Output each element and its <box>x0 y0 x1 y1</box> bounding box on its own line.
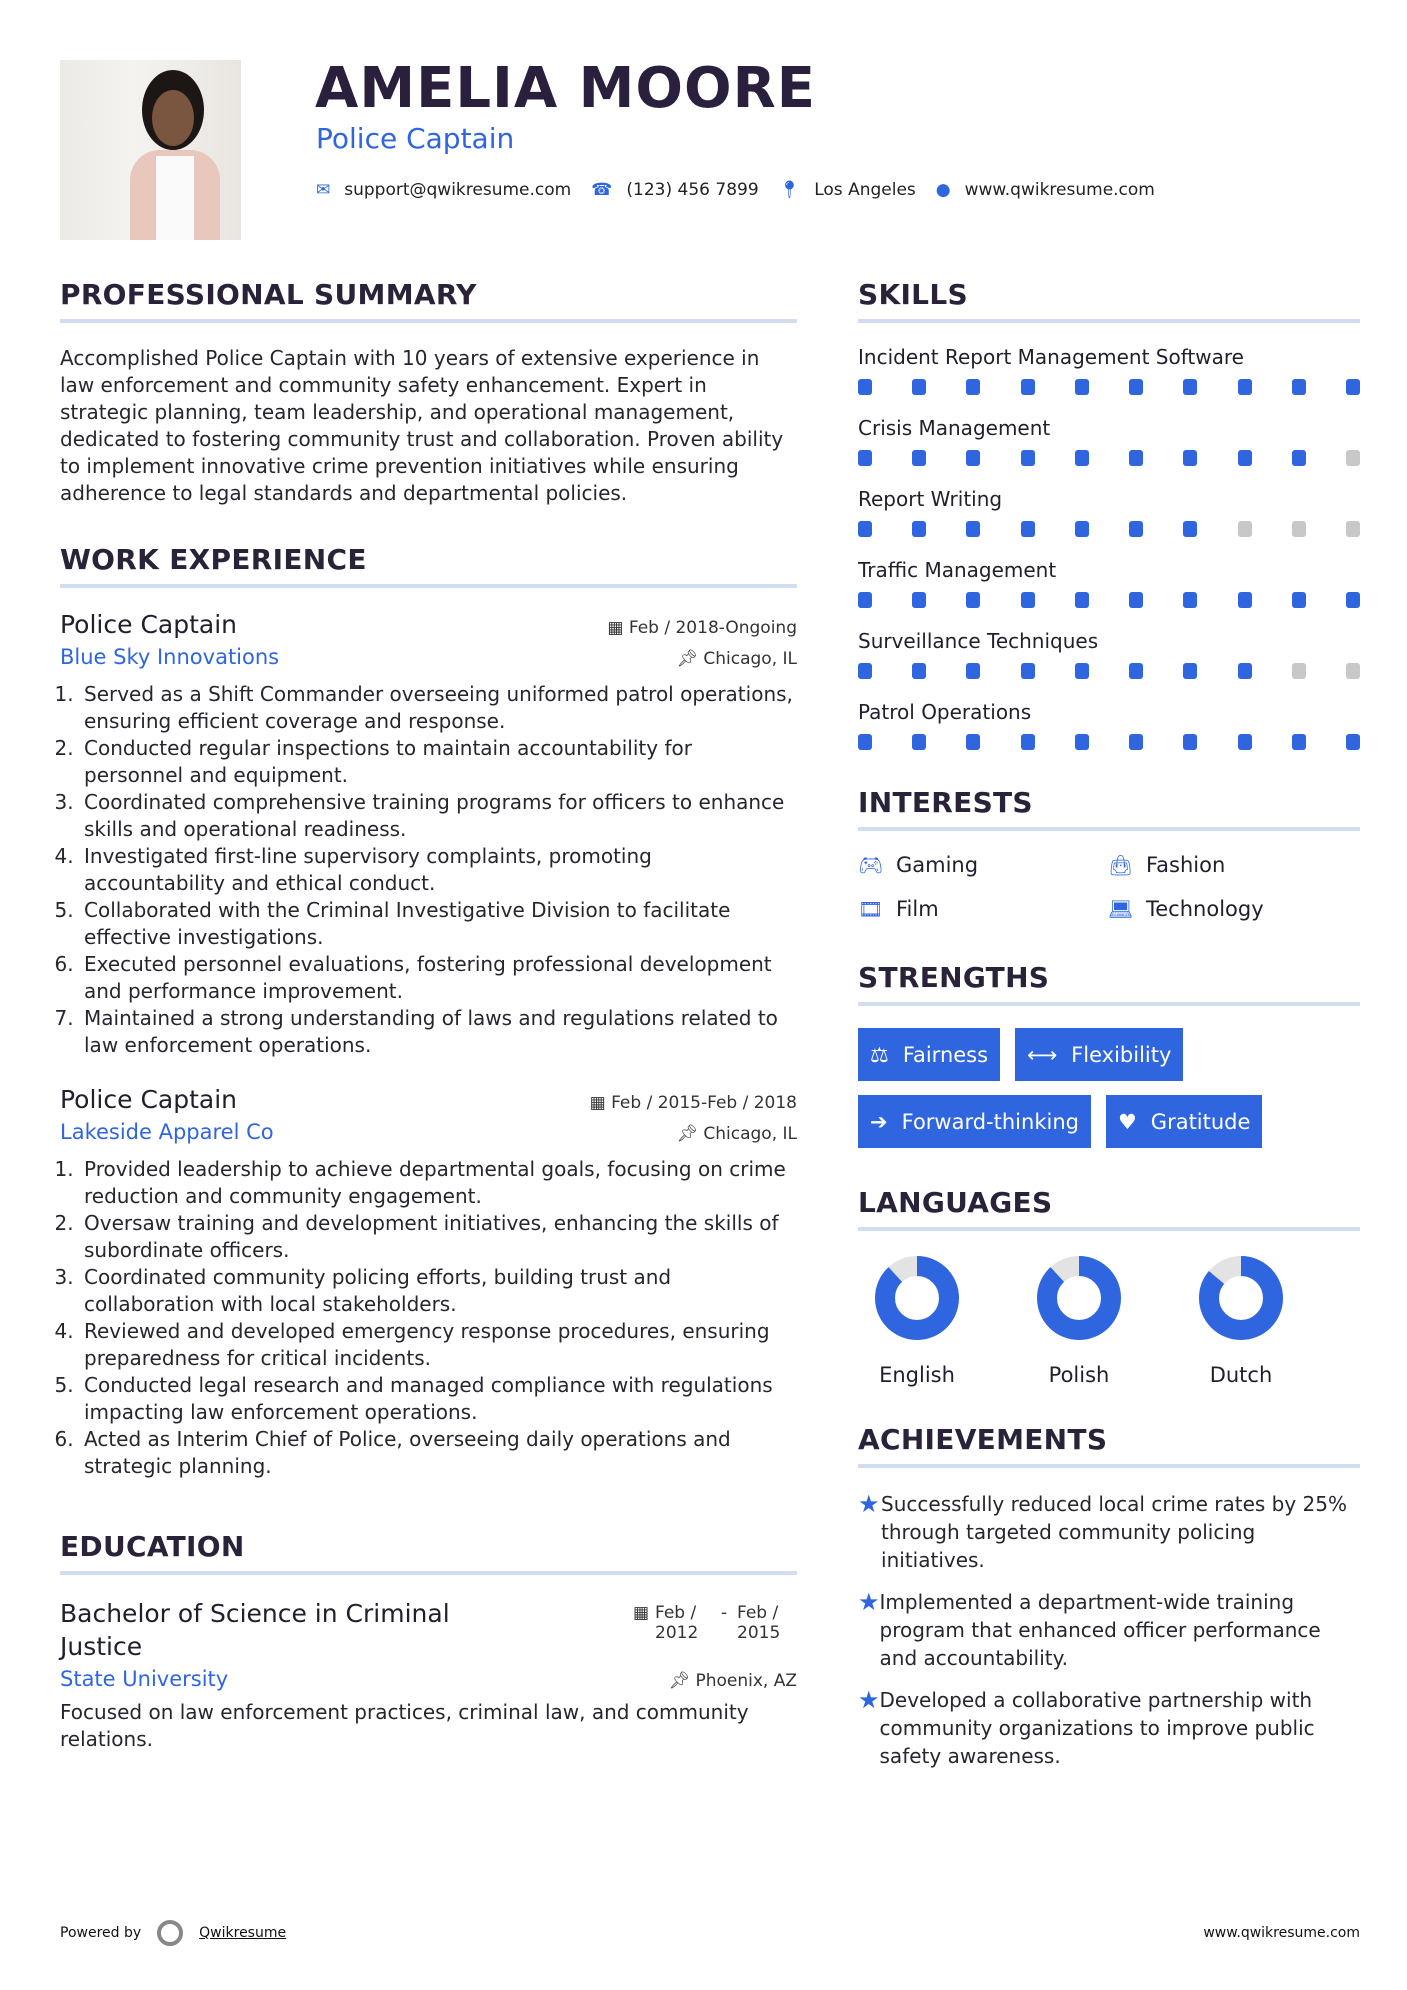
skill-level-dot <box>1129 734 1143 750</box>
globe-icon: ● <box>935 180 951 200</box>
skill-level-dot <box>966 592 980 608</box>
responsibility-item: 7. Maintained a strong understanding of laws and regulations related to law enforcement operations. <box>80 1005 797 1059</box>
skill-level-dot <box>1075 592 1089 608</box>
skill-rating <box>858 663 1360 679</box>
education-dates: ▦ Feb / 2012 - Feb / 2015 <box>632 1603 781 1643</box>
skill-level-dot <box>1238 450 1252 466</box>
arrow-right-icon: ➔ <box>870 1109 888 1134</box>
skill-level-dot <box>966 450 980 466</box>
skill-level-dot <box>966 521 980 537</box>
skill-rating <box>858 521 1360 537</box>
section-heading: ACHIEVEMENTS <box>858 1423 1360 1468</box>
skill-level-dot <box>1021 379 1035 395</box>
laptop-icon: 💻︎ <box>1108 897 1134 921</box>
responsibility-item: 5. Collaborated with the Criminal Investigative Division to facilitate effective investigations. <box>80 897 797 951</box>
responsibility-item: 6. Acted as Interim Chief of Police, overseeing daily operations and strategic planning. <box>80 1426 797 1480</box>
skill-level-dot <box>1021 663 1035 679</box>
pin-icon: 📌︎ <box>676 1124 704 1144</box>
skill-level-dot <box>1183 450 1197 466</box>
skill-level-dot <box>858 592 872 608</box>
candidate-name: AMELIA MOORE <box>315 56 816 121</box>
languages-section <box>858 1186 1360 1387</box>
achievement-item: ★ Developed a collaborative partnership with community organizations to improve public safety awareness. <box>858 1686 1315 1768</box>
school: State University <box>60 1667 229 1691</box>
interest-item: 👜︎ Fashion <box>1108 853 1226 877</box>
skill-rating <box>858 734 1360 750</box>
phone-icon: ☎ <box>591 180 613 200</box>
skill-name: Report Writing <box>858 487 1003 511</box>
language-item <box>874 1255 1036 1387</box>
skill-level-dot <box>912 450 926 466</box>
skill-level-dot <box>1238 663 1252 679</box>
skill-level-dot <box>858 450 872 466</box>
skill-level-dot <box>1346 663 1360 679</box>
skill-item <box>858 487 1360 537</box>
interest-item: 🎮︎ Gaming <box>858 853 979 877</box>
language-donut <box>874 1255 960 1341</box>
company-name: Lakeside Apparel Co <box>60 1120 274 1144</box>
summary-section <box>60 278 797 507</box>
skill-name: Traffic Management <box>858 558 1057 582</box>
donut-fill <box>1047 1266 1111 1330</box>
brand-link[interactable]: Qwikresume <box>199 1925 287 1941</box>
skill-level-dot <box>1129 521 1143 537</box>
language-item <box>1036 1255 1198 1387</box>
responsibility-item: 1. Provided leadership to achieve departmental goals, focusing on crime reduction and community engagement. <box>80 1156 797 1210</box>
achievement-item: ★ Implemented a department-wide training program that enhanced officer performance and accountability. <box>858 1588 1321 1670</box>
section-heading: INTERESTS <box>858 786 1360 831</box>
calendar-icon: ▦ <box>607 618 629 638</box>
interests-section <box>858 786 1360 921</box>
language-item <box>1198 1255 1360 1387</box>
responsibility-item: 3. Coordinated community policing efforts, building trust and collaboration with local stakeholders. <box>80 1264 797 1318</box>
skill-level-dot <box>858 521 872 537</box>
skill-item <box>858 416 1360 466</box>
star-icon: ★ <box>858 1490 880 1518</box>
interest-item: 💻︎ Technology <box>1108 897 1264 921</box>
skill-level-dot <box>1075 450 1089 466</box>
skills-section <box>858 278 1360 750</box>
skill-level-dot <box>1292 734 1306 750</box>
website[interactable]: www.qwikresume.com <box>964 180 1155 200</box>
skill-level-dot <box>1292 450 1306 466</box>
skill-level-dot <box>1346 450 1360 466</box>
skill-name: Crisis Management <box>858 416 1051 440</box>
job-entry: Police Captain ▦ Feb / 2018-Ongoing Blue Sky Innovations 📌︎ Chicago, IL 1. Served as a Shift Commander overseeing uniformed patrol operations, ensuring efficient coverage and response. 2. Conducted regular inspections to maintain accountability for personnel and equipment. 3. Coordinated comprehensive training programs for officers to enhance skills and operational readiness. 4. Investigated first-line supervisory complaints, promoting accountability and ethical conduct. 5. Collaborated with the Criminal Investigative Division to facilitate effective investigations. 6. Executed personnel evaluations, fostering professional development and performance improvement. 7. Maintained a strong understanding of laws and regulations related to law enforcement operations. <box>60 610 797 1059</box>
job-title: Police Captain <box>60 1085 238 1114</box>
responsibility-item: 6. Executed personnel evaluations, fostering professional development and performance improvement. <box>80 951 797 1005</box>
skill-level-dot <box>1238 592 1252 608</box>
skill-rating <box>858 379 1360 395</box>
degree: Bachelor of Science in Criminal Justice <box>60 1599 450 1661</box>
strength-tag: ➔ Forward-thinking <box>858 1095 1091 1148</box>
location: Los Angeles <box>814 180 916 200</box>
skill-item <box>858 558 1360 608</box>
skill-item <box>858 700 1360 750</box>
heart-icon: ♥ <box>1117 1109 1137 1134</box>
skill-level-dot <box>1292 592 1306 608</box>
footer: Powered by Qwikresume www.qwikresume.com <box>60 1920 1360 1946</box>
achievements-section <box>858 1423 1360 1770</box>
skill-level-dot <box>1129 379 1143 395</box>
skill-level-dot <box>1021 521 1035 537</box>
skill-level-dot <box>1183 592 1197 608</box>
responsibilities-list <box>60 1156 797 1480</box>
skill-level-dot <box>912 379 926 395</box>
strength-tag: ⟷ Flexibility <box>1015 1028 1183 1081</box>
qwikresume-logo-icon <box>157 1920 183 1946</box>
skill-level-dot <box>858 663 872 679</box>
responsibility-item: 3. Coordinated comprehensive training programs for officers to enhance skills and operational readiness. <box>80 789 797 843</box>
email[interactable]: support@qwikresume.com <box>344 180 572 200</box>
calendar-icon: ▦ <box>632 1603 649 1623</box>
skill-level-dot <box>1129 450 1143 466</box>
skill-level-dot <box>966 379 980 395</box>
skill-level-dot <box>1346 379 1360 395</box>
language-name: Dutch <box>1209 1363 1273 1387</box>
skill-level-dot <box>1075 521 1089 537</box>
skill-name: Incident Report Management Software <box>858 345 1244 369</box>
language-donut <box>1036 1255 1122 1341</box>
balance-scale-icon: ⚖ <box>870 1042 889 1067</box>
skill-level-dot <box>1292 521 1306 537</box>
film-icon: 🎞︎ <box>858 897 884 921</box>
skill-level-dot <box>1075 379 1089 395</box>
skill-level-dot <box>1129 592 1143 608</box>
skill-level-dot <box>1183 663 1197 679</box>
skill-level-dot <box>1238 734 1252 750</box>
section-heading: LANGUAGES <box>858 1186 1360 1231</box>
profile-photo <box>60 60 241 240</box>
skill-level-dot <box>912 663 926 679</box>
responsibility-item: 2. Oversaw training and development initiatives, enhancing the skills of subordinate officers. <box>80 1210 797 1264</box>
summary-text: Accomplished Police Captain with 10 years of extensive experience in law enforcement and community safety enhancement. Expert in strategic planning, team leadership, and operational management, dedicated to fostering community trust and collaboration. Proven ability to implement innovative crime prevention initiatives while ensuring adherence to legal standards and departmental policies. <box>60 346 784 505</box>
skill-level-dot <box>1183 379 1197 395</box>
skill-item <box>858 345 1360 395</box>
star-icon: ★ <box>858 1686 880 1714</box>
responsibility-item: 2. Conducted regular inspections to maintain accountability for personnel and equipment. <box>80 735 797 789</box>
job-title: Police Captain <box>60 610 238 639</box>
strengths-section <box>858 961 1360 1148</box>
responsibility-item: 1. Served as a Shift Commander overseeing uniformed patrol operations, ensuring efficient coverage and response. <box>80 681 797 735</box>
section-heading: PROFESSIONAL SUMMARY <box>60 278 797 323</box>
skill-level-dot <box>912 734 926 750</box>
education-section: EDUCATION Bachelor of Science in Criminal Justice ▦ Feb / 2012 - Feb / 2015 State University 📌︎ Phoenix, AZ Focused on law enforcement practices, criminal law, and community relations. <box>60 1530 797 1751</box>
calendar-icon: ▦ <box>589 1093 612 1113</box>
section-heading: WORK EXPERIENCE <box>60 543 797 588</box>
star-icon: ★ <box>858 1588 880 1616</box>
skill-rating <box>858 450 1360 466</box>
skill-name: Surveillance Techniques <box>858 629 1099 653</box>
language-donut <box>1198 1255 1284 1341</box>
section-heading: EDUCATION <box>60 1530 797 1575</box>
education-description: Focused on law enforcement practices, criminal law, and community relations. <box>60 1700 749 1751</box>
company-name: Blue Sky Innovations <box>60 645 280 669</box>
language-name: English <box>879 1363 955 1387</box>
skill-level-dot <box>858 379 872 395</box>
skill-level-dot <box>1021 592 1035 608</box>
interest-item: 🎞︎ Film <box>858 897 939 921</box>
strength-tag: ♥ Gratitude <box>1106 1095 1262 1148</box>
arrows-h-icon: ⟷ <box>1027 1042 1058 1067</box>
strength-tag: ⚖ Fairness <box>858 1028 1000 1081</box>
responsibility-item: 4. Reviewed and developed emergency response procedures, ensuring preparedness for critical incidents. <box>80 1318 797 1372</box>
skill-level-dot <box>1021 450 1035 466</box>
skill-rating <box>858 592 1360 608</box>
skill-name: Patrol Operations <box>858 700 1032 724</box>
language-name: Polish <box>1048 1363 1110 1387</box>
job-entry: Police Captain ▦ Feb / 2015-Feb / 2018 Lakeside Apparel Co 📌︎ Chicago, IL 1. Provided leadership to achieve departmental goals, focusing on crime reduction and community engagement. 2. Oversaw training and development initiatives, enhancing the skills of subordinate officers. 3. Coordinated community policing efforts, building trust and collaboration with local stakeholders. 4. Reviewed and developed emergency response procedures, ensuring preparedness for critical incidents. 5. Conducted legal research and managed compliance with regulations impacting law enforcement operations. 6. Acted as Interim Chief of Police, overseeing daily operations and strategic planning. <box>60 1085 797 1480</box>
skill-level-dot <box>1075 663 1089 679</box>
skill-level-dot <box>966 663 980 679</box>
skill-level-dot <box>966 734 980 750</box>
responsibility-item: 5. Conducted legal research and managed compliance with regulations impacting law enforcement operations. <box>80 1372 797 1426</box>
skill-level-dot <box>912 592 926 608</box>
skill-level-dot <box>1346 734 1360 750</box>
section-heading: STRENGTHS <box>858 961 1360 1006</box>
responsibilities-list <box>60 681 797 1059</box>
skill-level-dot <box>1075 734 1089 750</box>
contact-info <box>316 180 1175 200</box>
section-heading: SKILLS <box>858 278 1360 323</box>
skill-level-dot <box>1238 379 1252 395</box>
skill-level-dot <box>1292 663 1306 679</box>
skill-item <box>858 629 1360 679</box>
skill-level-dot <box>1346 521 1360 537</box>
skill-level-dot <box>1129 663 1143 679</box>
donut-fill <box>885 1266 949 1330</box>
achievement-item: ★ Successfully reduced local crime rates by 25% through targeted community policing initiatives. <box>858 1490 1347 1572</box>
map-marker-icon: 📍︎ <box>778 180 801 200</box>
skill-level-dot <box>1021 734 1035 750</box>
skill-level-dot <box>1292 379 1306 395</box>
gamepad-icon: 🎮︎ <box>858 853 884 877</box>
phone: (123) 456 7899 <box>626 180 759 200</box>
envelope-icon: ✉ <box>316 180 331 200</box>
responsibility-item: 4. Investigated first-line supervisory complaints, promoting accountability and ethical conduct. <box>80 843 797 897</box>
skill-level-dot <box>858 734 872 750</box>
skill-level-dot <box>1183 521 1197 537</box>
pin-icon: 📌︎ <box>676 649 704 669</box>
job-title: Police Captain <box>316 122 515 155</box>
pin-icon: 📌︎ <box>668 1671 696 1691</box>
skill-level-dot <box>1346 592 1360 608</box>
skill-level-dot <box>1183 734 1197 750</box>
footer-site[interactable]: www.qwikresume.com <box>1203 1925 1360 1941</box>
work-section <box>60 543 797 1480</box>
skill-level-dot <box>912 521 926 537</box>
skill-level-dot <box>1238 521 1252 537</box>
shopping-bag-icon: 👜︎ <box>1108 853 1134 877</box>
